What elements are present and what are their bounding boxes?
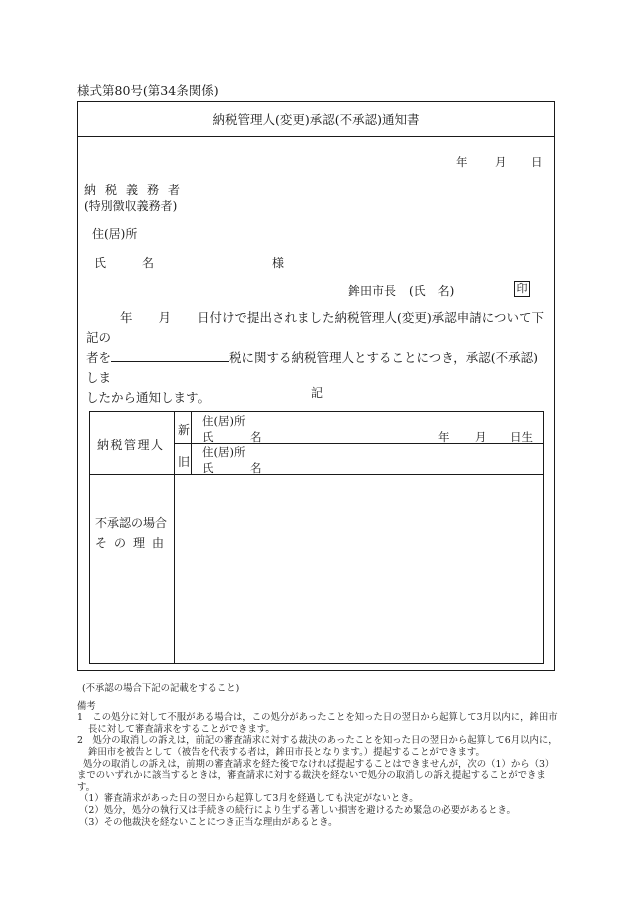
form-title: 納税管理人(変更)承認(不承認)通知書 [78, 102, 554, 137]
notes-heading: 備考 [77, 700, 96, 712]
body-line2-prefix: 者を [86, 350, 112, 365]
new-name-label-first: 氏 [202, 430, 214, 444]
old-name-label-second: 名 [250, 461, 262, 475]
reason-label-line2: その理由 [95, 536, 172, 550]
reason-label-line1: 不承認の場合 [95, 516, 168, 530]
note-line: 処分の取消しの訴えは，前期の審査請求を経た後でなければ提起することはできませんが，次の（1）から（3） [83, 758, 555, 770]
body-line1-text: 日付けで提出されました納税管理人(変更)承認申請について下記の [86, 310, 545, 345]
note-line: 鉾田市を被告として（被告を代表する者は，鉾田市長となります。）提起することができます。 [88, 746, 485, 758]
record-label: 記 [311, 386, 324, 400]
note-line: （1）審査請求があった日の翌日から起算して3月を経過しても決定がないとき。 [79, 793, 419, 805]
notes-instruction: (不承認の場合下記の記載をすること) [82, 683, 240, 694]
note-line: までのいずれかに該当するときは，審査請求に対する裁決を経ないで処分の取消しの訴え提起することができま [77, 770, 546, 782]
form-number-label: 様式第80号(第34条関係) [77, 83, 219, 98]
issuer-title: 鉾田市長 [348, 284, 397, 298]
birth-day-label: 日生 [510, 430, 533, 444]
new-name-label-second: 名 [250, 430, 262, 444]
note-line: す。 [77, 781, 95, 793]
honorific-label: 様 [272, 256, 285, 270]
note-line: 長に対して審査請求をすることができます。 [88, 723, 275, 735]
new-address-label: 住(居)所 [202, 414, 246, 428]
old-address-label: 住(居)所 [202, 445, 246, 459]
body-line3-text: したから通知します。 [86, 390, 211, 405]
body-year-label: 年 [120, 310, 133, 325]
old-label: 旧 [178, 455, 191, 469]
special-collector-label: (特別徴収義務者) [84, 199, 178, 213]
birth-month-label: 月 [475, 430, 487, 444]
seal-mark: 印 [514, 281, 530, 297]
note-line: （2）処分，処分の執行又は手続きの続行により生ずる著しい損害を避けるため緊急の必要があるとき。 [79, 804, 516, 816]
manager-label: 納税管理人 [97, 438, 165, 452]
new-label: 新 [178, 423, 191, 437]
name-label-first: 氏 [94, 256, 107, 270]
taxpayer-label: 納税義務者 [84, 183, 190, 197]
tax-type-blank [111, 348, 229, 362]
date-year-label: 年 [456, 155, 468, 169]
body-line2-text: 税に関する納税管理人とすることにつき，承認(不承認)しま [86, 350, 539, 385]
name-label-second: 名 [142, 256, 155, 270]
notice-form-frame [77, 101, 555, 671]
note-line: 2 処分の取消しの訴えは，前記の審査請求に対する裁決のあったことを知った日の翌日から起算して6月以内に， [77, 735, 558, 747]
address-label: 住(居)所 [92, 227, 138, 241]
notes-section [77, 683, 558, 828]
manager-detail-table [89, 411, 544, 664]
issuer-name-label: (氏 名) [409, 284, 455, 298]
date-day-label: 日 [531, 155, 543, 169]
note-line: 1 この処分に対して不服がある場合は，この処分があったことを知った日の翌日から起算して3月以内に，鉾田市 [77, 712, 558, 724]
birth-year-label: 年 [438, 430, 450, 444]
date-month-label: 月 [495, 155, 507, 169]
note-line: （3）その他裁決を経ないことにつき正当な理由があるとき。 [79, 816, 338, 828]
body-month-label: 月 [158, 310, 172, 325]
old-name-label-first: 氏 [202, 461, 214, 475]
